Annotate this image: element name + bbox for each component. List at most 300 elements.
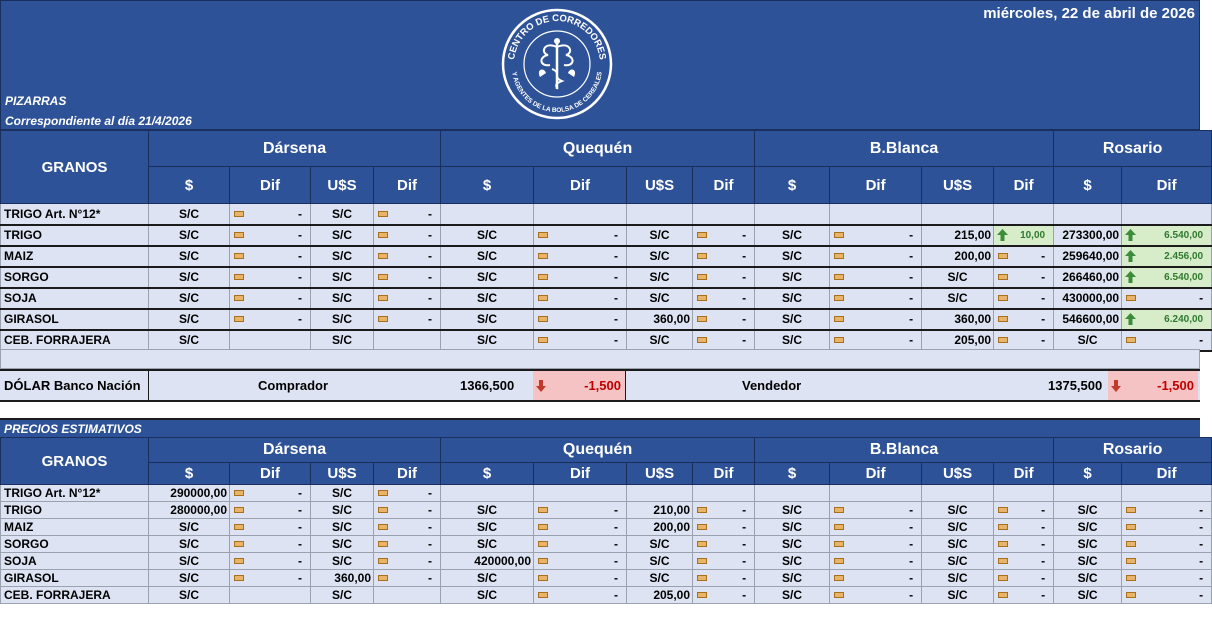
price-cell (922, 204, 994, 225)
dif-value: - (909, 249, 914, 263)
dif-cell (374, 536, 441, 553)
neutral-marker-icon (998, 253, 1008, 259)
report-date: miércoles, 22 de abril de 2026 (983, 5, 1195, 22)
price-cell (627, 485, 693, 502)
price-cell: S/C (627, 267, 693, 288)
dif-value: - (1199, 520, 1204, 534)
dif-cell (1122, 536, 1212, 553)
price-cell: S/C (149, 204, 230, 225)
dif-value: - (1199, 537, 1204, 551)
price-cell (441, 485, 534, 502)
grain-name: SORGO (1, 536, 149, 553)
dif-value: - (742, 571, 747, 585)
neutral-marker-icon (834, 274, 844, 280)
dif-value: - (1041, 520, 1046, 534)
column-header-peso: $ (149, 463, 230, 485)
dif-cell (693, 330, 755, 351)
neutral-marker-icon (697, 316, 707, 322)
dif-cell (994, 309, 1054, 330)
dif-value: - (1041, 554, 1046, 568)
price-cell: S/C (311, 587, 374, 604)
dif-cell (693, 246, 755, 267)
centro-corredores-logo (500, 7, 614, 121)
dif-value: - (909, 571, 914, 585)
column-header-peso: $ (755, 167, 830, 204)
dif-value: - (428, 520, 433, 534)
dif-cell (994, 330, 1054, 351)
dif-cell (230, 267, 311, 288)
grain-name: GIRASOL (1, 570, 149, 587)
dif-value: - (1041, 270, 1046, 284)
neutral-marker-icon (538, 316, 548, 322)
neutral-marker-icon (378, 507, 388, 513)
neutral-marker-icon (378, 575, 388, 581)
dif-cell (693, 570, 755, 587)
neutral-marker-icon (538, 507, 548, 513)
neutral-marker-icon (1126, 558, 1136, 564)
dif-cell (230, 330, 311, 351)
neutral-marker-icon (697, 575, 707, 581)
price-cell: S/C (755, 587, 830, 604)
neutral-marker-icon (697, 507, 707, 513)
price-cell: S/C (922, 570, 994, 587)
dif-cell (994, 587, 1054, 604)
dif-cell (1122, 288, 1212, 309)
table-row (1, 225, 1212, 246)
dif-cell (830, 204, 922, 225)
column-header-dif: Dif (1122, 463, 1212, 485)
neutral-marker-icon (1126, 592, 1136, 598)
dif-cell (230, 309, 311, 330)
neutral-marker-icon (834, 253, 844, 259)
dif-cell (534, 587, 627, 604)
price-cell: S/C (441, 225, 534, 246)
dif-cell (374, 485, 441, 502)
market-header-bblanca: B.Blanca (755, 438, 1054, 463)
dif-value: - (1041, 571, 1046, 585)
dif-value: - (909, 537, 914, 551)
dif-value: - (298, 270, 302, 284)
dif-cell (230, 553, 311, 570)
dif-cell (230, 485, 311, 502)
price-cell: 210,00 (627, 502, 693, 519)
price-cell: 215,00 (922, 225, 994, 246)
neutral-marker-icon (538, 558, 548, 564)
neutral-marker-icon (538, 524, 548, 530)
dif-cell (230, 570, 311, 587)
price-cell: S/C (441, 267, 534, 288)
price-cell: S/C (922, 587, 994, 604)
neutral-marker-icon (538, 541, 548, 547)
dif-value: - (614, 333, 619, 347)
dif-value: - (742, 249, 747, 263)
column-header-usd: U$S (922, 463, 994, 485)
neutral-marker-icon (538, 295, 548, 301)
price-cell: 546600,00 (1054, 309, 1122, 330)
dif-value: - (742, 270, 747, 284)
estimativos-title: PRECIOS ESTIMATIVOS (0, 418, 1200, 437)
dif-cell (693, 225, 755, 246)
table-row (1, 330, 1212, 351)
neutral-marker-icon (834, 507, 844, 513)
dif-cell (693, 553, 755, 570)
neutral-marker-icon (538, 575, 548, 581)
price-cell: S/C (441, 309, 534, 330)
up-arrow-icon (997, 229, 1008, 241)
neutral-marker-icon (378, 211, 388, 217)
dif-cell (1122, 225, 1212, 246)
column-header-dif: Dif (994, 463, 1054, 485)
neutral-marker-icon (998, 295, 1008, 301)
dif-value: - (614, 291, 619, 305)
dif-cell (534, 246, 627, 267)
dif-cell (693, 204, 755, 225)
dif-value: - (428, 270, 433, 284)
vendedor-dif: -1,500 (1157, 378, 1194, 393)
neutral-marker-icon (834, 575, 844, 581)
dif-cell (693, 267, 755, 288)
table-row (1, 536, 1212, 553)
price-cell (441, 204, 534, 225)
neutral-marker-icon (998, 592, 1008, 598)
neutral-marker-icon (834, 592, 844, 598)
dif-cell (534, 288, 627, 309)
dolar-row (0, 369, 1200, 402)
neutral-marker-icon (834, 524, 844, 530)
neutral-marker-icon (697, 592, 707, 598)
price-cell (1054, 485, 1122, 502)
neutral-marker-icon (697, 524, 707, 530)
dif-value: - (298, 486, 302, 500)
dif-cell (534, 309, 627, 330)
neutral-marker-icon (697, 232, 707, 238)
price-cell: S/C (441, 570, 534, 587)
grain-name: SOJA (1, 288, 149, 309)
neutral-marker-icon (234, 253, 244, 259)
price-cell: S/C (441, 519, 534, 536)
dif-value: - (742, 333, 747, 347)
grain-name: CEB. FORRAJERA (1, 587, 149, 604)
price-cell: S/C (627, 246, 693, 267)
spacer-row (0, 402, 1200, 418)
price-cell: 205,00 (922, 330, 994, 351)
section-title: PIZARRAS (5, 94, 67, 108)
price-cell: 200,00 (922, 246, 994, 267)
price-cell: S/C (441, 587, 534, 604)
dif-value: - (428, 291, 433, 305)
dif-cell (830, 267, 922, 288)
price-cell: S/C (755, 309, 830, 330)
column-header-dif: Dif (230, 463, 311, 485)
price-cell (755, 204, 830, 225)
neutral-marker-icon (234, 232, 244, 238)
neutral-marker-icon (1126, 295, 1136, 301)
dif-value: - (614, 537, 619, 551)
market-header-rosario: Rosario (1054, 131, 1212, 167)
dif-cell (830, 485, 922, 502)
dif-value: - (298, 503, 302, 517)
column-header-dif: Dif (830, 463, 922, 485)
price-cell: S/C (149, 553, 230, 570)
neutral-marker-icon (378, 490, 388, 496)
dif-value: - (614, 228, 619, 242)
dif-cell (534, 204, 627, 225)
vendedor-dif-cell (1108, 371, 1198, 400)
down-arrow-icon (536, 380, 546, 392)
market-header-quequen: Quequén (441, 438, 755, 463)
column-header-dif: Dif (693, 463, 755, 485)
neutral-marker-icon (1126, 507, 1136, 513)
price-cell: S/C (441, 288, 534, 309)
price-cell: S/C (922, 519, 994, 536)
neutral-marker-icon (834, 541, 844, 547)
neutral-marker-icon (378, 253, 388, 259)
neutral-marker-icon (234, 575, 244, 581)
dif-cell (1122, 485, 1212, 502)
price-cell: S/C (627, 225, 693, 246)
price-cell: S/C (755, 246, 830, 267)
neutral-marker-icon (234, 541, 244, 547)
price-cell: 273300,00 (1054, 225, 1122, 246)
price-cell: S/C (1054, 587, 1122, 604)
dif-value: - (298, 228, 302, 242)
price-cell: 430000,00 (1054, 288, 1122, 309)
vendedor-value: 1375,500 (1048, 378, 1103, 393)
dif-value: - (1199, 291, 1204, 305)
price-cell: 280000,00 (149, 502, 230, 519)
dif-value: - (742, 312, 747, 326)
dif-value: - (614, 571, 619, 585)
dif-value: - (614, 588, 619, 602)
price-cell: 266460,00 (1054, 267, 1122, 288)
neutral-marker-icon (1126, 524, 1136, 530)
neutral-marker-icon (234, 316, 244, 322)
dif-value: - (1199, 333, 1204, 347)
pizarras-table (0, 130, 1212, 352)
dif-value: - (428, 554, 433, 568)
dif-value: - (614, 249, 619, 263)
dif-cell (830, 246, 922, 267)
column-header-usd: U$S (922, 167, 994, 204)
price-cell: S/C (1054, 502, 1122, 519)
dif-cell (374, 204, 441, 225)
dif-value: - (298, 249, 302, 263)
neutral-marker-icon (834, 558, 844, 564)
dif-cell (693, 288, 755, 309)
price-cell (922, 485, 994, 502)
price-cell (755, 485, 830, 502)
neutral-marker-icon (378, 524, 388, 530)
price-cell: S/C (1054, 553, 1122, 570)
dif-value: - (614, 503, 619, 517)
dif-cell (1122, 204, 1212, 225)
dif-value: - (1041, 588, 1046, 602)
table-row (1, 309, 1212, 330)
dif-cell (830, 502, 922, 519)
dif-value: - (742, 588, 747, 602)
price-cell: S/C (311, 309, 374, 330)
neutral-marker-icon (998, 337, 1008, 343)
dif-cell (374, 502, 441, 519)
dif-cell (230, 536, 311, 553)
price-cell: 360,00 (311, 570, 374, 587)
dif-value: 6.240,00 (1164, 313, 1204, 325)
dif-cell (994, 519, 1054, 536)
column-header-dif: Dif (374, 463, 441, 485)
dif-value: - (1199, 554, 1204, 568)
table-row (1, 288, 1212, 309)
dif-cell (1122, 570, 1212, 587)
dif-value: - (742, 291, 747, 305)
dolar-label: DÓLAR Banco Nación (4, 378, 141, 393)
price-cell: 360,00 (627, 309, 693, 330)
neutral-marker-icon (998, 524, 1008, 530)
neutral-marker-icon (538, 253, 548, 259)
neutral-marker-icon (378, 274, 388, 280)
dif-cell (534, 553, 627, 570)
neutral-marker-icon (538, 592, 548, 598)
column-header-peso: $ (1054, 463, 1122, 485)
corresponding-date: Correspondiente al día 21/4/2026 (5, 114, 192, 128)
up-arrow-icon (1125, 229, 1136, 241)
neutral-marker-icon (234, 295, 244, 301)
dif-value: - (1041, 503, 1046, 517)
dif-cell (230, 502, 311, 519)
table-row (1, 553, 1212, 570)
price-cell: S/C (441, 536, 534, 553)
column-header-usd: U$S (311, 167, 374, 204)
neutral-marker-icon (834, 295, 844, 301)
price-cell: S/C (311, 267, 374, 288)
price-cell: S/C (149, 536, 230, 553)
vendedor-label: Vendedor (742, 378, 802, 393)
table-row (1, 570, 1212, 587)
dif-value: - (1041, 537, 1046, 551)
granos-header: GRANOS (1, 131, 149, 204)
neutral-marker-icon (998, 575, 1008, 581)
dif-cell (1122, 267, 1212, 288)
price-cell: S/C (149, 519, 230, 536)
price-cell: S/C (627, 288, 693, 309)
neutral-marker-icon (538, 274, 548, 280)
dif-cell (994, 267, 1054, 288)
dif-value: - (428, 249, 433, 263)
dif-cell (534, 536, 627, 553)
dif-cell (994, 553, 1054, 570)
dif-cell (994, 570, 1054, 587)
neutral-marker-icon (378, 541, 388, 547)
up-arrow-icon (1125, 313, 1136, 325)
neutral-marker-icon (234, 524, 244, 530)
dif-cell (534, 519, 627, 536)
price-cell: S/C (441, 502, 534, 519)
dif-value: - (909, 228, 914, 242)
grain-name: TRIGO Art. N°12* (1, 485, 149, 502)
dif-cell (693, 519, 755, 536)
dif-cell (693, 587, 755, 604)
dif-cell (534, 485, 627, 502)
dolar-divider (625, 371, 626, 400)
grain-name: TRIGO (1, 225, 149, 246)
neutral-marker-icon (834, 337, 844, 343)
price-cell: 200,00 (627, 519, 693, 536)
neutral-marker-icon (697, 558, 707, 564)
dif-cell (994, 536, 1054, 553)
price-cell: S/C (922, 536, 994, 553)
dif-cell (693, 309, 755, 330)
price-cell: S/C (311, 225, 374, 246)
price-cell: S/C (755, 519, 830, 536)
dif-cell (830, 587, 922, 604)
price-cell: S/C (311, 519, 374, 536)
dif-cell (374, 553, 441, 570)
dif-value: - (428, 571, 433, 585)
column-header-dif: Dif (693, 167, 755, 204)
neutral-marker-icon (998, 507, 1008, 513)
neutral-marker-icon (378, 316, 388, 322)
dif-cell (830, 288, 922, 309)
down-arrow-icon (1111, 380, 1121, 392)
dif-cell (374, 309, 441, 330)
price-cell: S/C (149, 267, 230, 288)
price-cell: S/C (755, 225, 830, 246)
market-header-darsena: Dársena (149, 438, 441, 463)
dif-cell (830, 536, 922, 553)
dif-value: - (909, 270, 914, 284)
dif-cell (994, 246, 1054, 267)
dif-cell (374, 330, 441, 351)
dif-cell (830, 225, 922, 246)
dif-cell (1122, 502, 1212, 519)
column-header-dif: Dif (230, 167, 311, 204)
column-header-dif: Dif (830, 167, 922, 204)
dif-value: - (1041, 333, 1046, 347)
price-cell: S/C (755, 536, 830, 553)
dif-value: - (742, 537, 747, 551)
dif-cell (1122, 553, 1212, 570)
price-cell: S/C (922, 553, 994, 570)
price-cell: 420000,00 (441, 553, 534, 570)
dif-value: - (742, 503, 747, 517)
dif-value: - (298, 554, 302, 568)
price-cell: S/C (922, 502, 994, 519)
comprador-dif-cell (533, 371, 625, 400)
neutral-marker-icon (538, 337, 548, 343)
dif-value: - (742, 228, 747, 242)
dif-cell (994, 485, 1054, 502)
price-cell (627, 204, 693, 225)
dif-value: - (428, 312, 433, 326)
svg-text:CENTRO DE CORREDORES: CENTRO DE CORREDORES (506, 12, 608, 61)
neutral-marker-icon (234, 507, 244, 513)
neutral-marker-icon (234, 211, 244, 217)
price-cell: S/C (149, 330, 230, 351)
dif-value: - (909, 333, 914, 347)
price-cell: 205,00 (627, 587, 693, 604)
dif-value: - (742, 554, 747, 568)
market-header-bblanca: B.Blanca (755, 131, 1054, 167)
price-cell: S/C (311, 204, 374, 225)
dif-value: - (909, 503, 914, 517)
column-header-dif: Dif (534, 463, 627, 485)
neutral-marker-icon (378, 558, 388, 564)
dif-cell (830, 553, 922, 570)
price-cell: 290000,00 (149, 485, 230, 502)
neutral-marker-icon (834, 232, 844, 238)
dif-cell (230, 519, 311, 536)
table-row (1, 246, 1212, 267)
dif-cell (1122, 587, 1212, 604)
